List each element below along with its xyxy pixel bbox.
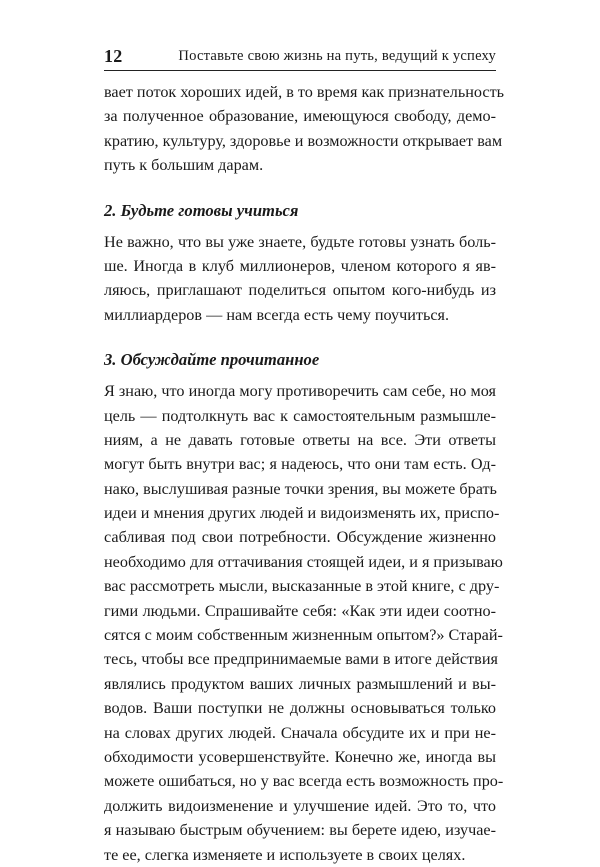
- text-line: обходимости усовершенствуйте. Конечно же, иногда вы: [104, 747, 496, 766]
- running-title: Поставьте свою жизнь на путь, ведущий к успеху: [178, 48, 496, 64]
- text-line: могут быть внутри вас; я надеюсь, что они там есть. Од-: [104, 455, 496, 474]
- page-body: [104, 80, 505, 867]
- text-line: я называю быстрым обучением: вы берете идею, изучае-: [104, 821, 496, 840]
- text-line: сабливая под свои потребности. Обсуждение жизненно: [104, 528, 496, 547]
- text-line: нако, выслушивая разные точки зрения, вы можете брать: [104, 479, 497, 498]
- text-line: можете ошибаться, но у вас всегда есть возможность про-: [104, 772, 504, 791]
- text-line: ниям, а не давать готовые ответы на все. Эти ответы: [104, 430, 496, 449]
- text-line: те ее, слегка изменяете и используете в своих целях.: [104, 845, 466, 864]
- text-line: Не важно, что вы уже знаете, будьте готовы узнать боль-: [104, 232, 496, 251]
- section-2: [104, 199, 496, 328]
- text-line: гими людьми. Спрашивайте себя: «Как эти идеи соотно-: [104, 601, 496, 620]
- text-line: миллиардеров — нам всегда есть чему поучиться.: [104, 305, 450, 324]
- page-header: [104, 44, 496, 71]
- page-number: 12: [104, 46, 123, 66]
- text-line: являлись продуктом ваших личных размышлений и вы-: [104, 674, 496, 693]
- text-line: вас рассмотреть мысли, высказанные в этой книге, с дру-: [104, 577, 500, 596]
- section-heading: 2. Будьте готовы учиться: [104, 200, 299, 220]
- text-line: идеи и мнения других людей и видоизменять их, приспо-: [104, 504, 500, 523]
- text-line: вает поток хороших идей, в то время как признательность: [104, 83, 505, 101]
- text-line: тесь, чтобы все предпринимаемые вами в итоге действия: [104, 650, 498, 669]
- text-line: должить видоизменение и улучшение идей. Это то, что: [104, 796, 496, 815]
- section-3: [104, 348, 504, 867]
- text-line: сятся с моим собственным жизненным опытом?» Старай-: [104, 626, 503, 645]
- text-line: ше. Иногда в клуб миллионеров, членом которого я яв-: [104, 256, 496, 275]
- text-line: путь к большим дарам.: [104, 156, 264, 175]
- intro-paragraph: [104, 80, 505, 178]
- section-heading: 3. Обсуждайте прочитанное: [104, 350, 320, 370]
- text-line: кратию, культуру, здоровье и возможности открывает вам: [104, 131, 503, 150]
- text-line: Я знаю, что иногда могу противоречить сам себе, но моя: [104, 382, 496, 401]
- text-line: необходимо для оттачивания стоящей идеи, и я призываю: [104, 552, 503, 571]
- text-line: ляюсь, приглашают поделиться опытом кого-нибудь из: [104, 281, 496, 300]
- text-line: на словах других людей. Сначала обсудите их и при не-: [104, 723, 496, 742]
- text-line: за полученное образование, имеющуюся свободу, демо-: [104, 107, 496, 126]
- text-line: цель — подтолкнуть вас к самостоятельным размышле-: [104, 406, 496, 425]
- text-line: водов. Ваши поступки не должны основываться только: [104, 699, 496, 718]
